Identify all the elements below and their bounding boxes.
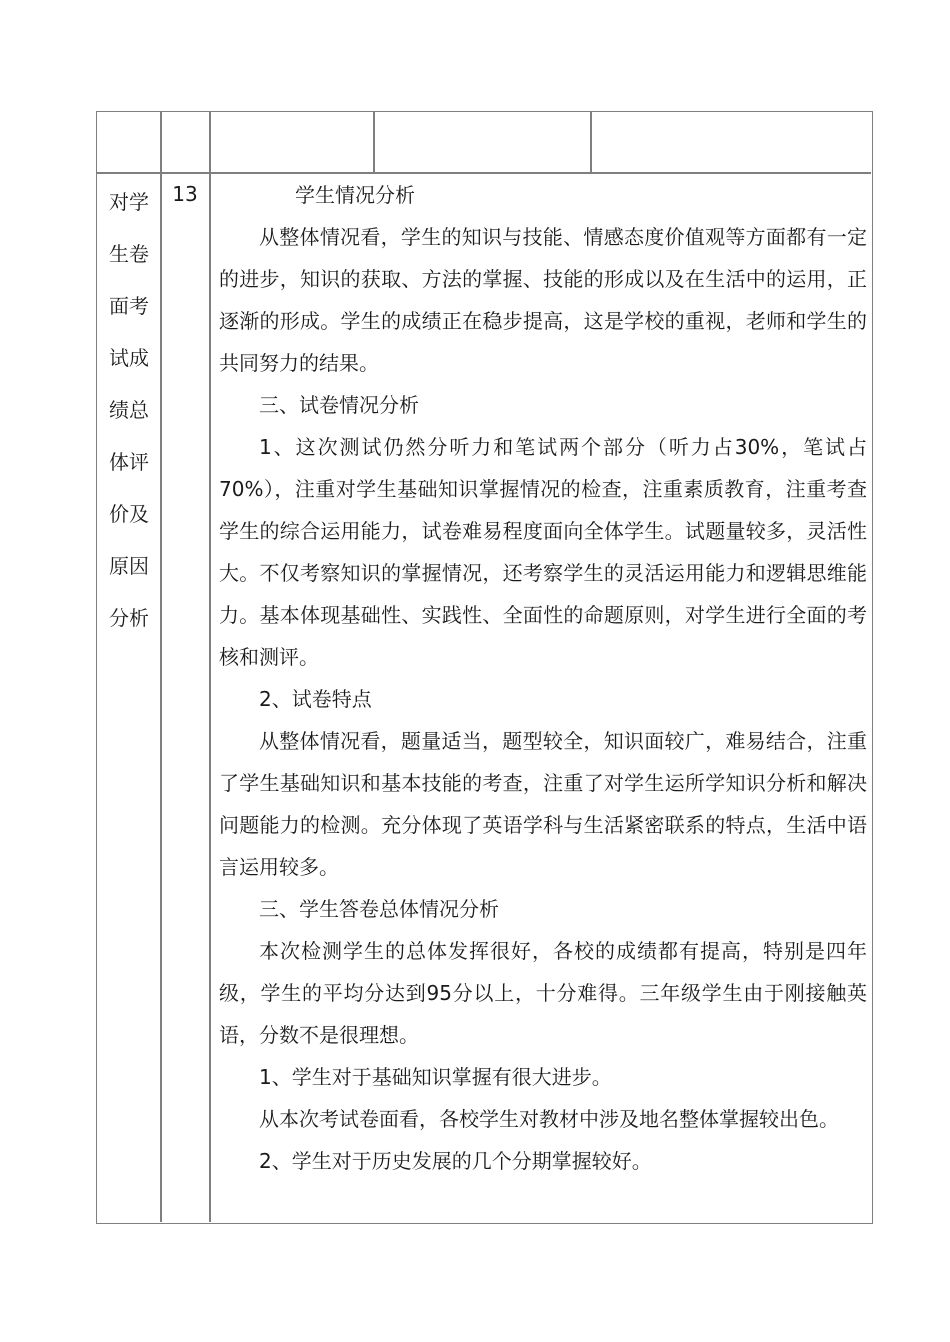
row-label-line: 体评 [109, 450, 149, 474]
paragraph: 1、这次测试仍然分听力和笔试两个部分（听力占30%，笔试占70%），注重对学生基础知识掌握情况的检查，注重素质教育，注重考查学生的综合运用能力，试卷难易程度面向全体学生。试题量较多，灵活性大。不仅考察知识的掌握情况，还考察学生的灵活运用能力和逻辑思维能力。基本体现基础性、实践性、全面性的命题原则，对学生进行全面的考核和测评。 [219, 435, 867, 669]
row-label-line: 价及 [109, 502, 149, 526]
section-heading: 三、试卷情况分析 [259, 393, 419, 417]
section-heading: 学生情况分析 [295, 183, 415, 207]
section-heading: 三、学生答卷总体情况分析 [259, 897, 499, 921]
row-label [97, 174, 161, 644]
analysis-content [219, 174, 867, 1182]
section-heading: 2、试卷特点 [259, 687, 372, 711]
row-label-line: 面考 [109, 294, 149, 318]
row-label-line: 生卷 [109, 242, 149, 266]
paragraph: 2、学生对于历史发展的几个分期掌握较好。 [259, 1149, 652, 1173]
row-label-line: 试成 [109, 346, 149, 370]
column-divider [373, 112, 375, 172]
paragraph: 1、学生对于基础知识掌握有很大进步。 [259, 1065, 612, 1089]
row-label-line: 分析 [109, 606, 149, 630]
paragraph: 本次检测学生的总体发挥很好，各校的成绩都有提高，特别是四年级，学生的平均分达到95分以上，十分难得。三年级学生由于刚接触英语，分数不是很理想。 [219, 939, 867, 1047]
row-number: 13 [172, 182, 198, 206]
paragraph: 从整体情况看，学生的知识与技能、情感态度价值观等方面都有一定的进步，知识的获取、方法的掌握、技能的形成以及在生活中的运用，正逐渐的形成。学生的成绩正在稳步提高，这是学校的重视，老师和学生的共同努力的结果。 [219, 225, 867, 375]
row-label-line: 原因 [109, 554, 149, 578]
column-divider [209, 112, 211, 1222]
column-divider [590, 112, 592, 172]
row-label-line: 对学 [109, 190, 149, 214]
paragraph: 从整体情况看，题量适当，题型较全，知识面较广，难易结合，注重了学生基础知识和基本技能的考查，注重了对学生运所学知识分析和解决问题能力的检测。充分体现了英语学科与生活紧密联系的特点，生活中语言运用较多。 [219, 729, 867, 879]
analysis-table [96, 111, 873, 1224]
row-label-line: 绩总 [109, 398, 149, 422]
paragraph: 从本次考试卷面看，各校学生对教材中涉及地名整体掌握较出色。 [259, 1107, 839, 1131]
